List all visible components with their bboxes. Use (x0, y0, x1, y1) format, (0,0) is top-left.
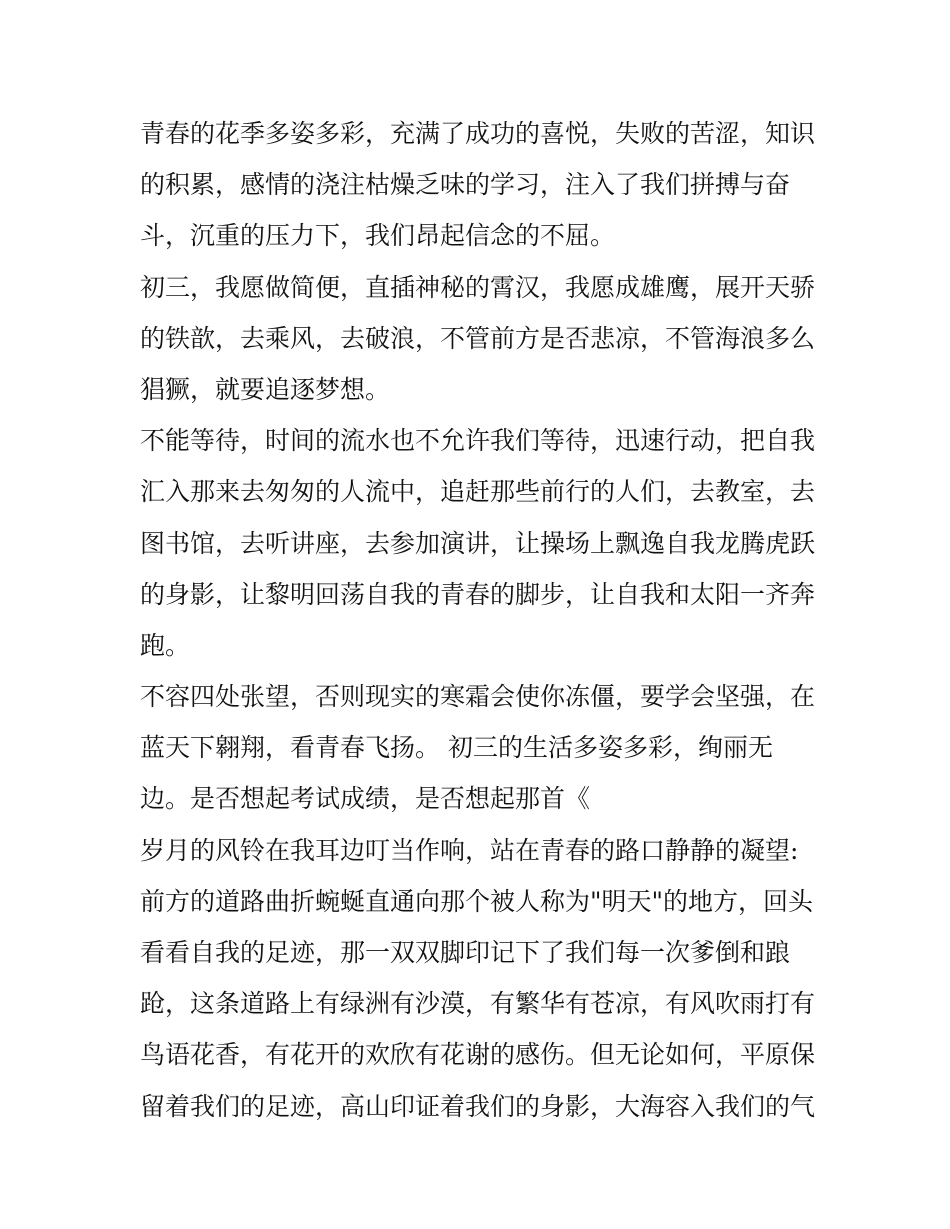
text-line: 的积累，感情的浇注枯燥乏味的学习，注入了我们拼搏与奋 (140, 170, 791, 200)
text-line: 鸟语花香，有花开的欢欣有花谢的感伤。但无论如何，平原保 (140, 1040, 816, 1070)
text-line: 汇入那来去匆匆的人流中，追赶那些前行的人们，去教室，去 (140, 477, 816, 507)
text-line: 蓝天下翱翔，看青春飞扬。 初三的生活多姿多彩，绚丽无 (140, 733, 773, 763)
text-line: 斗，沉重的压力下，我们昂起信念的不屈。 (140, 221, 616, 251)
text-line: 跄，这条道路上有绿洲有沙漠，有繁华有苍凉，有风吹雨打有 (140, 989, 816, 1019)
essay-text-body (140, 108, 820, 1132)
text-line: 看看自我的足迹，那一双双脚印记下了我们每一次爹倒和踉 (140, 938, 791, 967)
text-line: 图书馆，去听讲座，去参加演讲，让操场上飘逸自我龙腾虎跃 (140, 528, 816, 558)
text-line: 猖獗，就要追逐梦想。 (140, 374, 391, 404)
text-line: 青春的花季多姿多彩，充满了成功的喜悦，失败的苦涩，知识 (140, 119, 816, 148)
text-line: 跑。 (140, 630, 191, 660)
text-line: 的身影，让黎明回荡自我的青春的脚步，让自我和太阳一齐奔 (140, 579, 816, 609)
text-line: 不容四处张望，否则现实的寒霜会使你冻僵，要学会坚强，在 (140, 682, 816, 712)
text-line: 初三，我愿做简便，直插神秘的霄汉，我愿成雄鹰，展开天骄 (140, 272, 816, 302)
text-line: 留着我们的足迹，高山印证着我们的身影，大海容入我们的气 (140, 1091, 816, 1121)
text-line: 边。是否想起考试成绩，是否想起那首《 (140, 784, 591, 814)
text-line: 前方的道路曲折蜿蜒直通向那个被人称为"明天"的地方，回头 (140, 886, 814, 916)
text-line: 岁月的风铃在我耳边叮当作响，站在青春的路口静静的凝望: (140, 835, 799, 865)
text-line: 的铁歆，去乘风，去破浪，不管前方是否悲凉，不管海浪多么 (140, 323, 816, 353)
text-line: 不能等待，时间的流水也不允许我们等待，迅速行动，把自我 (140, 426, 816, 456)
